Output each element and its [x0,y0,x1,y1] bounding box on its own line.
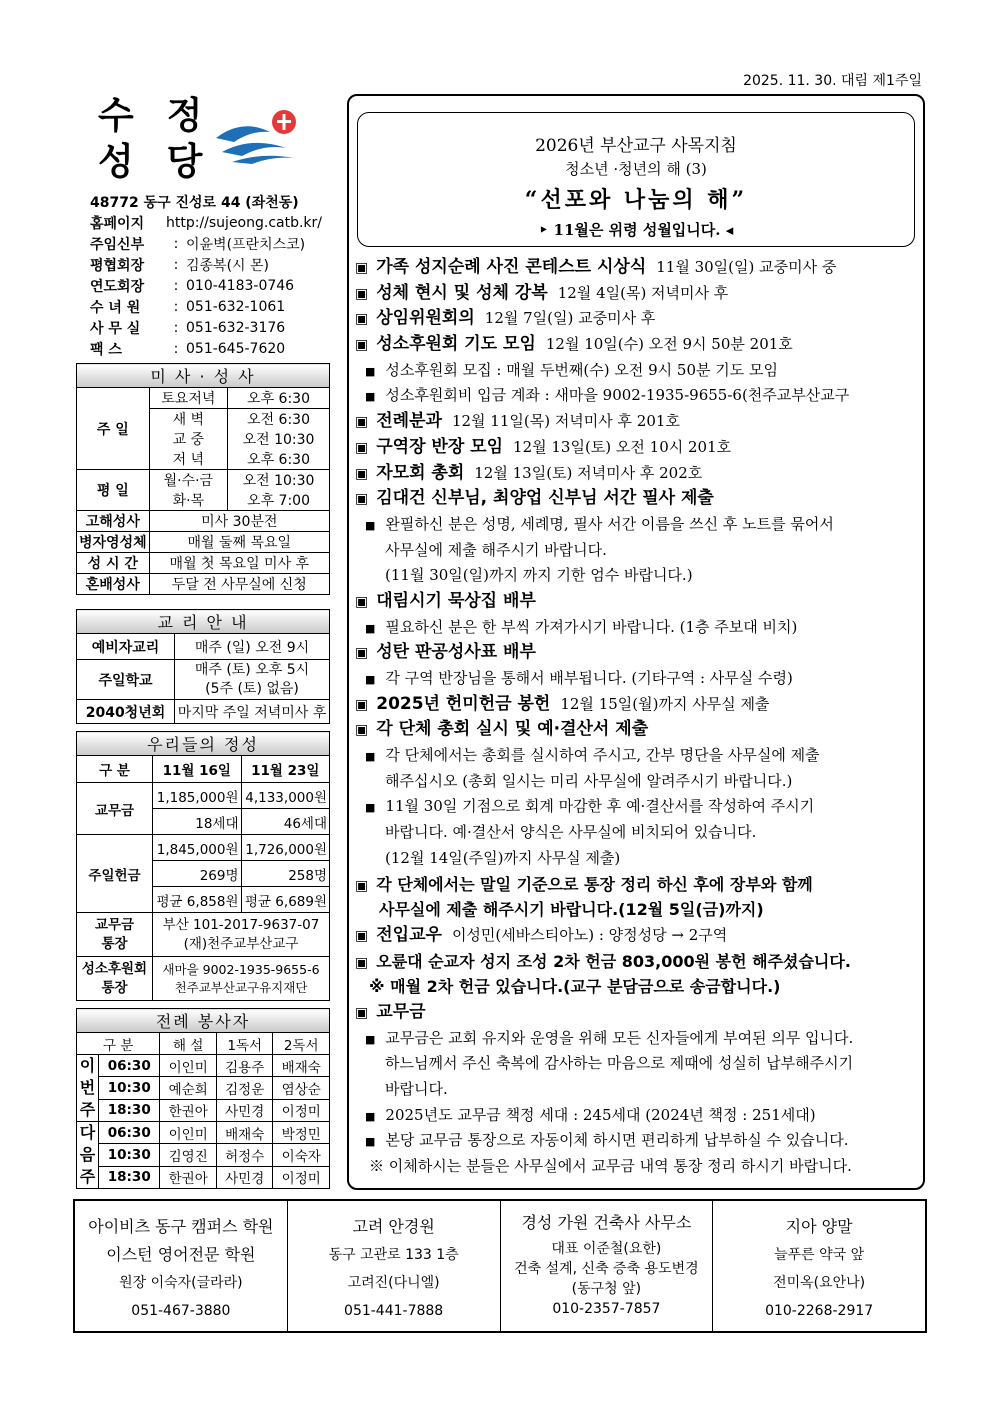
catechism-table: 교 리 안 내 예비자교리 매주 (일) 오전 9시 주일학교 매주 (토) 오후 5시 (5주 (토) 없음) 2040청년회 마지막 주일 저녁미사 후 [76,609,330,724]
notice-heading: ▣ 대림시기 묵상집 배부 [355,590,536,611]
notice-heading: ▣ 각 단체 총회 실시 및 예·결산서 제출 [355,719,649,740]
notice-bullet: ■ 필요하신 분은 한 부씩 가져가시기 바랍니다. (1층 주보대 비치) [365,617,798,636]
church-logo-icon [212,108,308,166]
square-bullet-icon: ■ [365,750,376,764]
notice-text: 사무실에 제출 해주시기 바랍니다. [385,540,607,559]
catechism-title: 교 리 안 내 [77,610,330,634]
offering-title: 우리들의 정성 [77,732,330,756]
notice-heading: ▣ 성탄 판공성사표 배부 [355,642,536,663]
square-bullet-icon: ■ [365,390,376,404]
mass-schedule-table: 미 사 · 성 사 주 일 토요저녁 오후 6:30 새 벽 오전 6:30 교 중 오전 10:30 저 녁 오후 6:30 평 일 월·수·금 오전 10:30 화·목 오후 7:00 고해성사 미사 30분전 병자영성체 매월 둘째 목요일 성 시 간 매월 첫 목요일 미사 후 혼배성사 두달 전 사무실에 신청 [76,363,330,595]
box-bullet-icon: ▣ [355,593,369,610]
church-name: 수 정 성 당 [98,94,213,183]
notice-text: 해주십시오 (총회 일시는 미리 사무실에 알려주시기 바랍니다.) [385,771,793,790]
notice-heading: ▣ 구역장 반장 모임 12월 13일(토) 오전 10시 201호 [355,436,732,457]
parish-info [90,191,334,359]
notice-text: 사무실에 제출 해주시기 바랍니다.(12월 5일(금)까지) [379,900,764,920]
notice-bullet: ■ 11월 30일 기점으로 회계 마감한 후 예·결산서를 작성하여 주시기 [365,797,815,816]
ad-academy: 아이비츠 동구 캠퍼스 학원 이스턴 영어전문 학원 원장 이숙자(글라라) 051-467-3880 [88,1217,274,1319]
notice-heading: ▣ 교무금 [355,1001,426,1022]
notice-text: (11월 30일(일)까지 까지 기한 엄수 바랍니다.) [385,566,693,585]
ad-architect: 경성 가원 건축사 사무소 대표 이준철(요한) 건축 설계, 신축 증축 용도변경 (동구청 앞) 010-2357-7857 [500,1201,713,1331]
box-bullet-icon: ▣ [355,722,369,739]
offering-table: 우리들의 정성 구 분 11월 16일 11월 23일 교무금 1,185,000원 4,133,000원 18세대 46세대 주일헌금 1,845,000원 1,726,000원 269명 258명 평균 6,858원 평균 6,689원 교무금 통장 부산 101-2017-9637-07 (재)천주교부산교구 성소후원회 통장 새마을 9002-1935-9655-6 천주교부산교구유지재단 [76,731,330,1001]
square-bullet-icon: ■ [365,364,376,378]
box-bullet-icon: ▣ [355,311,369,328]
box-bullet-icon: ▣ [355,645,369,662]
notice-heading: ▣ 각 단체에서는 말일 기준으로 통장 정리 하신 후에 장부와 함께 [355,874,813,894]
info-row: 사 무 실 : 051-632-3176 [90,319,286,337]
info-row: 홈페이지 http://sujeong.catb.kr/ [90,214,323,232]
notice-bullet: ■ 교무금은 교회 유지와 운영을 위해 모든 신자들에게 부여된 의무 입니다. [365,1028,854,1047]
ad-optician: 고려 안경원 동구 고관로 133 1층 고려진(다니엘) 051-441-7888 [287,1201,500,1331]
notice-text: 하느님께서 주신 축복에 감사하는 마음으로 제때에 성실히 납부해주시기 [385,1054,854,1073]
notice-bullet: ■ 본당 교무금 통장으로 자동이체 하시면 편리하게 납부하실 수 있습니다. [365,1131,849,1150]
bulletin-date: 2025. 11. 30. 대림 제1주일 [743,73,922,89]
ad-socks: 지아 양말 늘푸른 약국 앞 전미옥(요안나) 010-2268-2917 [712,1201,925,1331]
notice-heading: ▣ 전례분과 12월 11일(목) 저녁미사 후 201호 [355,411,680,432]
info-row: 연도회장 : 010-4183-0746 [90,277,295,295]
notice-bullet: ■ 완필하신 분은 성명, 세례명, 필사 서간 이름을 쓰신 후 노트를 묶어서 [365,514,834,533]
notice-bullet: ■ 성소후원회비 입금 계좌 : 새마을 9002-1935-9655-6(천주교부산교구 [365,386,850,405]
notice-heading: ▣ 성소후원회 기도 모임 12월 10일(수) 오전 9시 50분 201호 [355,334,793,355]
notice-bullet: ■ 각 구역 반장님을 통해서 배부됩니다. (기타구역 : 사무실 수령) [365,669,793,687]
notice-text: 바랍니다. 예·결산서 양식은 사무실에 비치되어 있습니다. [385,823,757,842]
box-bullet-icon: ▣ [355,465,369,482]
notices-list [355,255,925,1180]
info-row: 수 녀 원 : 051-632-1061 [90,298,286,316]
info-row: 주임신부 : 이윤벽(프란치스코) [90,235,306,253]
box-bullet-icon: ▣ [355,954,369,971]
notice-bullet: ■ 성소후원회 모집 : 매월 두번째(수) 오전 9시 50분 기도 모임 [365,360,778,379]
box-bullet-icon: ▣ [355,1004,369,1021]
notice-heading: ▣ 성체 현시 및 성체 강복 12월 4일(목) 저녁미사 후 [355,282,729,303]
square-bullet-icon: ■ [365,1032,376,1046]
address: 48772 동구 진성로 44 (좌천동) [90,194,299,211]
pastoral-motto-box: 2026년 부산교구 사목지침 청소년 ·청년의 해 (3) “선포와 나눔의 해” ‣ 11월은 위령 성월입니다. ◂ [357,112,915,247]
notice-heading: ▣ 김대건 신부님, 최양업 신부님 서간 필사 제출 [355,488,714,509]
notice-text: ※ 매월 2차 헌금 있습니다.(교구 분담금으로 송금합니다.) [369,977,781,997]
notice-heading: ▣ 2025년 헌미헌금 봉헌 12월 15일(월)까지 사무실 제출 [355,693,770,714]
notice-heading: ▣ 전입교우 이성민(세바스티아노) : 양정성당 → 2구역 [355,924,728,945]
info-row: 팩 스 : 051-645-7620 [90,340,286,358]
notice-text: (12월 14일(주일)까지 사무실 제출) [385,848,621,867]
box-bullet-icon: ▣ [355,260,369,276]
notice-bullet: ■ 2025년도 교무금 책정 세대 : 245세대 (2024년 책정 : 251세대) [365,1105,816,1124]
box-bullet-icon: ▣ [355,337,369,354]
info-row: 평협회장 : 김종복(시 몬) [90,256,269,274]
box-bullet-icon: ▣ [355,696,369,713]
box-bullet-icon: ▣ [355,877,369,894]
square-bullet-icon: ■ [365,1135,376,1149]
mass-title: 미 사 · 성 사 [77,364,330,388]
box-bullet-icon: ▣ [355,491,369,508]
box-bullet-icon: ▣ [355,414,369,431]
square-bullet-icon: ■ [365,801,376,815]
homepage-link[interactable]: http://sujeong.catb.kr/ [166,214,323,231]
box-bullet-icon: ▣ [355,439,369,456]
square-bullet-icon: ■ [365,518,376,532]
notice-text: ※ 이체하시는 분들은 사무실에서 교무금 내역 통장 정리 하시기 바랍니다. [369,1157,852,1176]
square-bullet-icon: ■ [365,1109,376,1123]
advertisements [73,1199,927,1333]
notice-heading: ▣ 가족 성지순례 사진 콘테스트 시상식 11월 30일(일) 교중미사 중 [355,257,837,277]
notice-heading: ▣ 오륜대 순교자 성지 조성 2차 헌금 803,000원 봉헌 해주셨습니다. [355,951,851,971]
notice-bullet: ■ 각 단체에서는 총회를 실시하여 주시고, 간부 명단을 사무실에 제출 [365,746,820,765]
notice-heading: ▣ 자모회 총회 12월 13일(토) 저녁미사 후 202호 [355,462,703,483]
notice-text: 바랍니다. [385,1080,448,1098]
notice-heading: ▣ 상임위원회의 12월 7일(일) 교중미사 후 [355,308,656,329]
box-bullet-icon: ▣ [355,285,369,302]
square-bullet-icon: ■ [365,621,376,635]
liturgy-title: 전례 봉사자 [77,1009,330,1033]
liturgy-servers-table: 전례 봉사자 구 분 해 설 1독서 2독서 이 번 주 06:30 이인미 김용주 배재숙 10:30 예순희 김정운 염상순 18:30 한권아 사민경 이정미 다 음 주 06:30 이인미 배재숙 박정민 10:30 김영진 허정수 이숙자 18:30 한권아 사민경 이정미 [76,1008,330,1189]
box-bullet-icon: ▣ [355,927,369,944]
square-bullet-icon: ■ [365,673,376,686]
